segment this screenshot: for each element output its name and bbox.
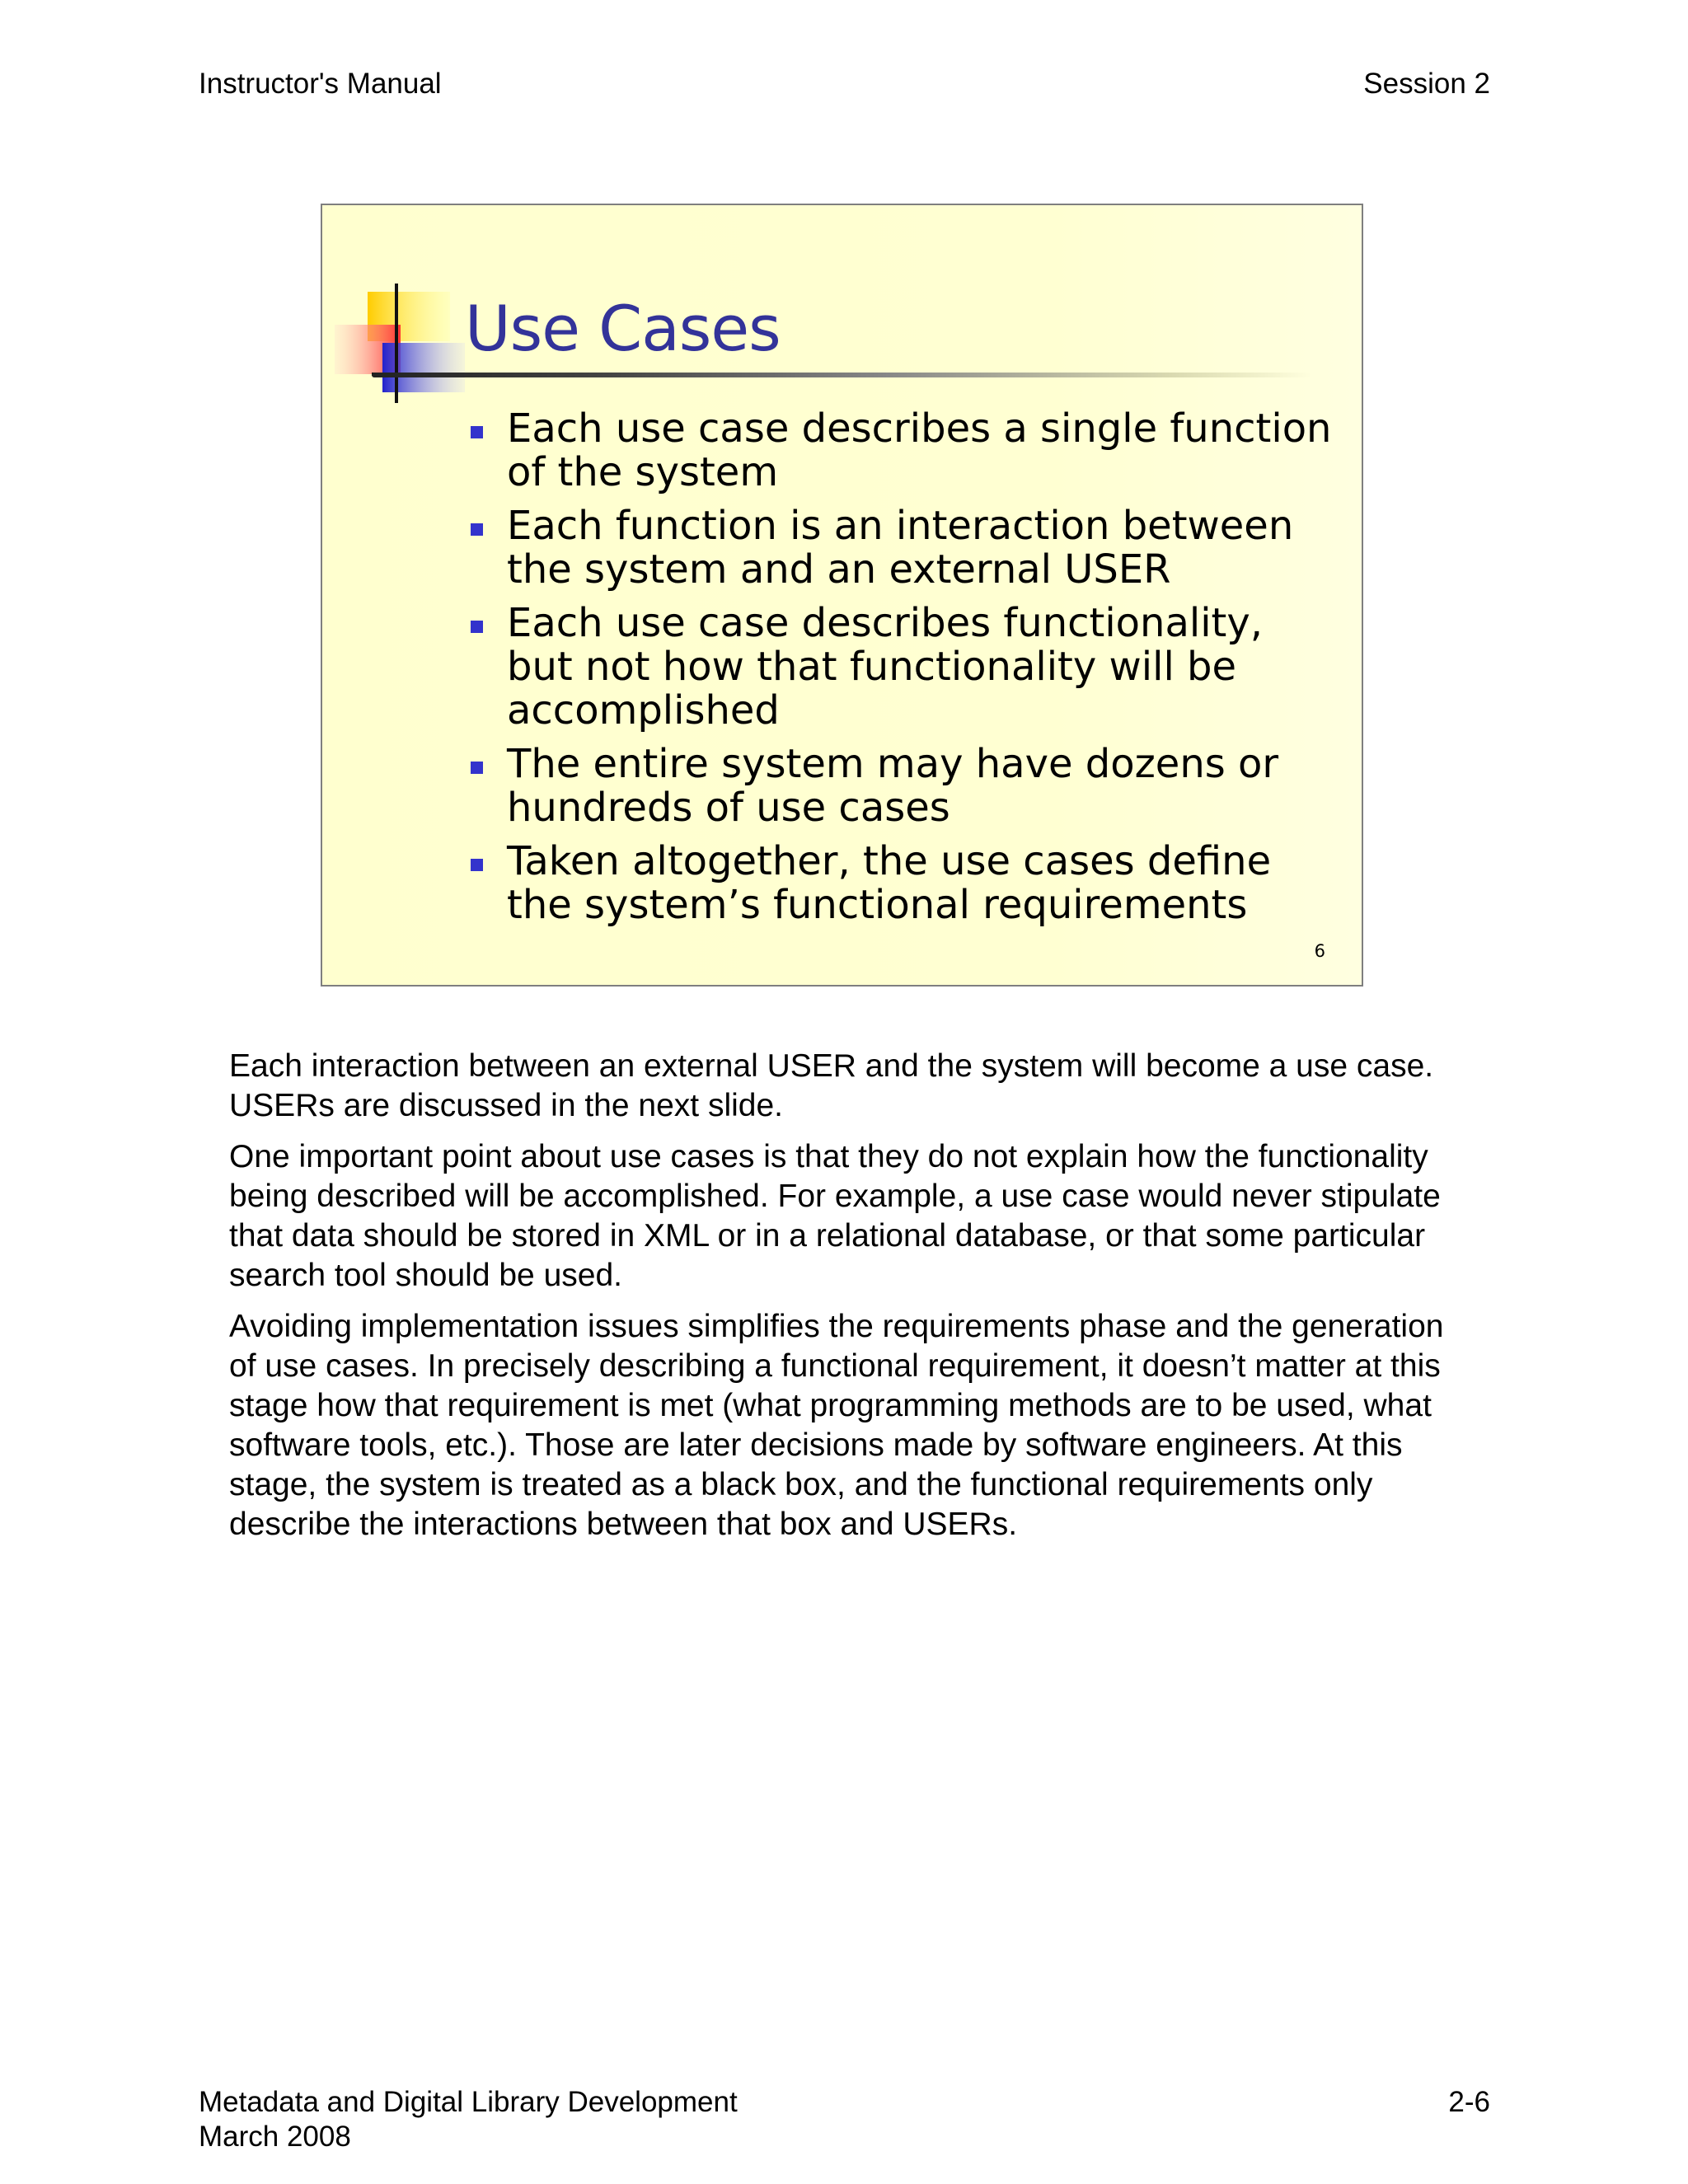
slide-bullet (467, 407, 1340, 494)
page-number: 2-6 (1448, 2086, 1490, 2118)
session-label: Session 2 (1363, 68, 1490, 100)
page-footer (199, 2085, 1490, 2154)
slide-bullet (467, 840, 1340, 927)
manual-label: Instructor's Manual (199, 68, 442, 100)
slide-bullet (467, 602, 1340, 733)
bullet-text: Each use case describes a single function of the system (507, 405, 1332, 495)
notes-paragraph: Each interaction between an external USER and the system will become a use case. USERs are discussed in the next slide. (229, 1048, 1434, 1123)
slide-bullet-list (467, 407, 1340, 937)
slide-bullet (467, 504, 1340, 592)
course-title: Metadata and Digital Library Development (199, 2086, 738, 2118)
bullet-text: The entire system may have dozens or hundreds of use cases (507, 741, 1279, 831)
title-underline (372, 373, 1311, 377)
bullet-text: Each function is an interaction between the system and an external USER (507, 503, 1294, 593)
page-header (199, 67, 1490, 101)
slide-bullet (467, 743, 1340, 830)
square-bullet-icon (471, 621, 483, 633)
slide-number: 6 (1314, 941, 1325, 961)
bullet-text: Taken altogether, the use cases define the system’s functional requirements (507, 838, 1272, 928)
footer-date: March 2008 (199, 2121, 351, 2153)
square-bullet-icon (471, 426, 483, 438)
notes-paragraph: One important point about use cases is that they do not explain how the functionality being described will be accomplished. For example, a use case would never stipulate that data should be stored in XML or in a relational database, or that some particular search tool should be used. (229, 1139, 1441, 1293)
notes-paragraph: Avoiding implementation issues simplifies the requirements phase and the generation of use cases. In precisely describing a functional requirement, it doesn’t matter at this stage how that requirement is met (what programming methods are to be used, what software tools, etc.). Those are later decisions made by software engineers. At this stage, the system is treated as a black box, and the functional requirements only describe the interactions between that box and USERs. (229, 1309, 1444, 1542)
square-bullet-icon (471, 859, 483, 871)
slide-title: Use Cases (465, 292, 781, 365)
slide-logo-icon (335, 284, 467, 407)
bullet-text: Each use case describes functionality, but not how that functionality will be accomplished (507, 600, 1264, 733)
slide-thumbnail (321, 204, 1363, 987)
square-bullet-icon (471, 523, 483, 536)
square-bullet-icon (471, 762, 483, 774)
instructor-notes (229, 1047, 1465, 1556)
footer-left (199, 2085, 738, 2154)
